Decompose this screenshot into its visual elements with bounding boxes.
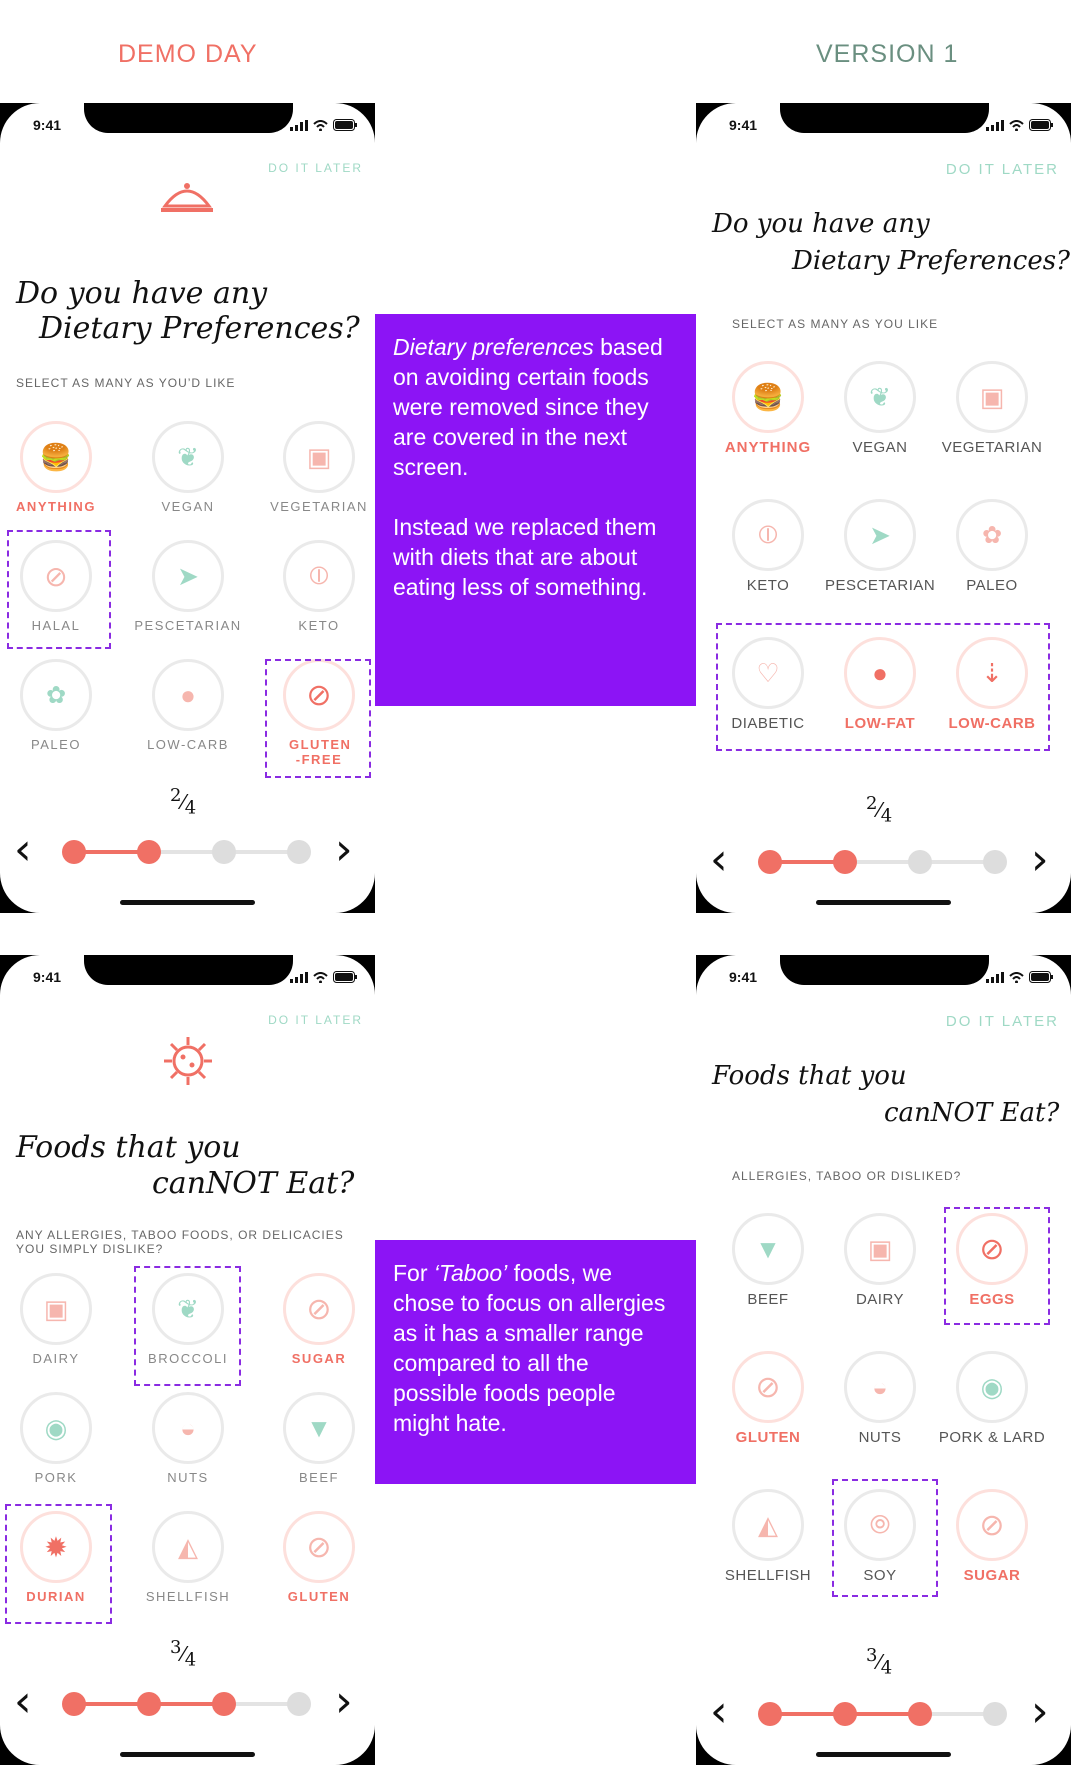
- step-dot-3: [908, 850, 932, 874]
- option-anything[interactable]: [1, 421, 111, 514]
- option-label: NUTS: [858, 1429, 902, 1446]
- subtitle-line-2: YOU SIMPLY DISLIKE?: [16, 1242, 164, 1256]
- step-dot-3: [908, 1702, 932, 1726]
- paleo-icon: ✿: [981, 521, 1003, 549]
- option-label: DIABETIC: [731, 715, 805, 732]
- status-icons: [290, 971, 357, 983]
- option-gluten[interactable]: [713, 1351, 823, 1446]
- option-label: KETO: [746, 577, 790, 594]
- apple-icon: ●: [180, 679, 196, 710]
- battery-icon: [1029, 119, 1053, 131]
- subtitle: SELECT AS MANY AS YOU LIKE: [732, 317, 939, 331]
- pig-icon: ◉: [44, 1412, 68, 1443]
- status-time: 9:41: [729, 969, 758, 985]
- note-dietary-text: based on avoiding certain foods were removed since they are covered in the next screen.: [393, 334, 663, 480]
- wifi-icon: [313, 972, 328, 983]
- option-label: ANYTHING: [724, 439, 812, 456]
- option-keto[interactable]: [264, 540, 374, 633]
- option-keto[interactable]: [713, 499, 823, 594]
- option-beef[interactable]: [713, 1213, 823, 1308]
- milk-icon: ▣: [867, 1233, 893, 1264]
- option-shellfish[interactable]: [133, 1511, 243, 1604]
- acorn-icon: ◒: [180, 1412, 196, 1443]
- option-gluten[interactable]: [264, 1511, 374, 1604]
- option-label: PORK & LARD: [938, 1429, 1046, 1446]
- option-label: NUTS: [167, 1470, 209, 1485]
- option-shellfish[interactable]: [713, 1489, 823, 1584]
- page-title-line-1: Foods that you: [712, 1061, 907, 1091]
- signal-icon: [290, 972, 308, 983]
- no-pork-icon: ⊘: [44, 560, 68, 592]
- option-pescetarian[interactable]: [133, 540, 243, 633]
- notch: [84, 955, 293, 985]
- page-title-line-1: Foods that you: [16, 1130, 241, 1165]
- option-label: PESCETARIAN: [134, 618, 242, 633]
- option-beef[interactable]: [264, 1392, 374, 1485]
- fish-icon: ➤: [177, 560, 199, 591]
- prev-button[interactable]: ‹: [710, 1686, 728, 1737]
- phone-demo-diet: [0, 103, 375, 913]
- option-nuts[interactable]: [133, 1392, 243, 1485]
- option-pescetarian[interactable]: [825, 499, 935, 594]
- option-low-carb[interactable]: [133, 659, 243, 752]
- highlight-eggs: [944, 1207, 1050, 1325]
- option-label: SUGAR: [291, 1351, 347, 1366]
- heading-demo-day: DEMO DAY: [118, 40, 258, 68]
- notch: [780, 955, 989, 985]
- subtitle-line-1: ANY ALLERGIES, TABOO FOODS, OR DELICACIES: [16, 1228, 344, 1242]
- broccoli-icon: ❦: [177, 1293, 199, 1324]
- option-label: GLUTEN: [287, 1589, 351, 1604]
- option-label: GLUTEN: [735, 1429, 801, 1446]
- home-indicator: [120, 1752, 255, 1757]
- option-label: DAIRY: [855, 1291, 905, 1308]
- prev-button[interactable]: ‹: [710, 834, 728, 885]
- next-button[interactable]: ›: [335, 824, 353, 875]
- wifi-icon: [1009, 972, 1024, 983]
- option-label: PORK: [34, 1470, 78, 1485]
- step-dot-2: [833, 850, 857, 874]
- prev-button[interactable]: ‹: [14, 824, 32, 875]
- option-nuts[interactable]: [825, 1351, 935, 1446]
- option-paleo[interactable]: [937, 499, 1047, 594]
- page-indicator: $^3⁄_4$: [170, 1637, 197, 1671]
- step-dot-3: [212, 840, 236, 864]
- keto-icon: ⦶: [758, 519, 778, 549]
- milk-icon: ▣: [43, 1293, 69, 1324]
- phone-demo-foods: [0, 955, 375, 1765]
- option-label: BEEF: [299, 1470, 339, 1485]
- step-dot-2: [137, 840, 161, 864]
- option-label: VEGETARIAN: [941, 439, 1043, 456]
- status-time: 9:41: [729, 117, 758, 133]
- step-dot-2: [833, 1702, 857, 1726]
- note-dietary-second: Instead we replaced them with diets that are about eating less of something.: [393, 514, 657, 600]
- virus-icon: [162, 1035, 214, 1087]
- option-label: LOW-CARB: [147, 737, 229, 752]
- heart-icon: ♡: [756, 657, 780, 688]
- highlight-halal: [7, 530, 111, 649]
- do-it-later-button[interactable]: DO IT LATER: [945, 161, 1059, 178]
- broccoli-icon: ❦: [869, 381, 891, 412]
- page-indicator: $^2⁄_4$: [866, 793, 893, 827]
- note-dietary: [375, 314, 696, 706]
- wheat-down-icon: ⇣: [981, 657, 1003, 688]
- cloche-icon: [160, 178, 214, 218]
- highlight-durian: [5, 1504, 112, 1624]
- signal-icon: [986, 972, 1004, 983]
- paleo-icon: ✿: [45, 681, 67, 709]
- highlight-gluten-free: [265, 659, 371, 778]
- step-dot-1: [62, 840, 86, 864]
- page-title-line-2: canNOT Eat?: [884, 1098, 1060, 1128]
- note-taboo-italic: ‘Taboo’: [433, 1260, 508, 1286]
- option-label: DAIRY: [32, 1351, 80, 1366]
- step-dot-1: [62, 1692, 86, 1716]
- page-indicator: $^2⁄_4$: [170, 785, 197, 819]
- option-label: PALEO: [31, 737, 81, 752]
- step-dot-2: [137, 1692, 161, 1716]
- step-dot-4: [983, 1702, 1007, 1726]
- page-title-line-2: Dietary Preferences?: [39, 311, 360, 346]
- option-dairy[interactable]: [1, 1273, 111, 1366]
- no-wheat-icon: ⊘: [306, 678, 332, 712]
- prev-button[interactable]: ‹: [14, 1676, 32, 1727]
- option-paleo[interactable]: [1, 659, 111, 752]
- milk-icon: ▣: [979, 381, 1005, 412]
- option-sugar[interactable]: [937, 1489, 1047, 1584]
- status-time: 9:41: [33, 117, 62, 133]
- status-time: 9:41: [33, 969, 62, 985]
- broccoli-icon: ❦: [177, 441, 199, 472]
- subtitle: ALLERGIES, TABOO OR DISLIKED?: [732, 1169, 962, 1183]
- oyster-icon: ◭: [178, 1531, 198, 1562]
- acorn-icon: ◒: [872, 1371, 888, 1402]
- note-dietary-italic: Dietary preferences: [393, 334, 594, 360]
- next-button[interactable]: ›: [335, 1676, 353, 1727]
- option-label: VEGETARIAN: [270, 499, 368, 514]
- page-title-line-2: canNOT Eat?: [152, 1166, 355, 1201]
- step-dot-3: [212, 1692, 236, 1716]
- signal-icon: [290, 120, 308, 131]
- do-it-later-button[interactable]: DO IT LATER: [268, 161, 363, 175]
- status-icons: [986, 119, 1053, 131]
- option-label: LOW-FAT: [844, 715, 916, 732]
- cow-icon: ▼: [755, 1233, 781, 1264]
- do-it-later-button[interactable]: DO IT LATER: [268, 1013, 363, 1027]
- note-taboo: [375, 1240, 696, 1484]
- option-label: VEGAN: [852, 439, 908, 456]
- next-button[interactable]: ›: [1031, 1686, 1049, 1737]
- option-label: VEGAN: [161, 499, 215, 514]
- oyster-icon: ◭: [758, 1509, 778, 1540]
- option-anything[interactable]: [713, 361, 823, 456]
- option-label: DURIAN: [26, 1589, 86, 1604]
- no-wheat-icon: ⊘: [755, 1370, 781, 1404]
- option-label: SHELLFISH: [724, 1567, 812, 1584]
- battery-icon: [333, 971, 357, 983]
- option-label: KETO: [298, 618, 340, 633]
- wifi-icon: [313, 120, 328, 131]
- option-label: HALAL: [31, 618, 81, 633]
- food-icon: 🍔: [751, 381, 785, 412]
- option-label: BEEF: [747, 1291, 789, 1308]
- option-vegan[interactable]: [133, 421, 243, 514]
- status-icons: [986, 971, 1053, 983]
- pig-icon: ◉: [980, 1371, 1004, 1402]
- highlight-soy: [832, 1479, 938, 1597]
- option-label: SHELLFISH: [145, 1589, 231, 1604]
- step-dot-4: [287, 1692, 311, 1716]
- page-indicator: $^3⁄_4$: [866, 1645, 893, 1679]
- no-wheat-icon: ⊘: [306, 1530, 332, 1564]
- apple-icon: ●: [872, 657, 888, 688]
- step-dot-4: [983, 850, 1007, 874]
- option-label: SOY: [863, 1567, 897, 1584]
- step-dot-1: [758, 1702, 782, 1726]
- home-indicator: [816, 900, 951, 905]
- heading-version-1: VERSION 1: [816, 40, 959, 68]
- battery-icon: [333, 119, 357, 131]
- durian-icon: ✹: [44, 1531, 68, 1563]
- option-label: BROCCOLI: [148, 1351, 228, 1366]
- option-label: ANYTHING: [16, 499, 96, 514]
- no-sugar-icon: ⊘: [306, 1292, 332, 1326]
- option-dairy[interactable]: [825, 1213, 935, 1308]
- page-title-line-1: Do you have any: [712, 209, 930, 239]
- highlight-broccoli: [134, 1266, 241, 1386]
- subtitle: SELECT AS MANY AS YOU’D LIKE: [16, 376, 236, 390]
- page-title-line-1: Do you have any: [16, 276, 268, 311]
- option-vegetarian[interactable]: [937, 361, 1047, 456]
- food-icon: 🍔: [39, 441, 73, 472]
- step-dot-4: [287, 840, 311, 864]
- step-dot-1: [758, 850, 782, 874]
- option-label: GLUTEN -FREE: [289, 737, 352, 767]
- next-button[interactable]: ›: [1031, 834, 1049, 885]
- notch: [84, 103, 293, 133]
- signal-icon: [986, 120, 1004, 131]
- option-sugar[interactable]: [264, 1273, 374, 1366]
- option-pork[interactable]: [1, 1392, 111, 1485]
- option-label: LOW-CARB: [948, 715, 1036, 732]
- phone-v1-foods: [696, 955, 1071, 1765]
- status-icons: [290, 119, 357, 131]
- keto-icon: ⦶: [309, 560, 329, 590]
- option-label: PESCETARIAN: [825, 577, 936, 594]
- no-egg-icon: ⊘: [979, 1232, 1005, 1266]
- wifi-icon: [1009, 120, 1024, 131]
- highlight-new-diets: [716, 623, 1050, 751]
- home-indicator: [816, 1752, 951, 1757]
- option-vegan[interactable]: [825, 361, 935, 456]
- notch: [780, 103, 989, 133]
- fish-icon: ➤: [869, 519, 891, 550]
- phone-v1-diet: [696, 103, 1071, 913]
- option-label: SUGAR: [963, 1567, 1021, 1584]
- soybean-icon: ⦾: [869, 1509, 891, 1539]
- option-vegetarian[interactable]: [264, 421, 374, 514]
- option-pork-lard[interactable]: [937, 1351, 1047, 1446]
- option-label: PALEO: [966, 577, 1018, 594]
- cow-icon: ▼: [306, 1412, 332, 1443]
- note-taboo-pre: For: [393, 1260, 434, 1286]
- do-it-later-button[interactable]: DO IT LATER: [945, 1013, 1059, 1030]
- battery-icon: [1029, 971, 1053, 983]
- option-label: EGGS: [969, 1291, 1015, 1308]
- note-taboo-text: foods, we chose to focus on allergies as it has a smaller range compared to all the possible foods people might hate.: [393, 1260, 666, 1436]
- page-title-line-2: Dietary Preferences?: [792, 246, 1070, 276]
- home-indicator: [120, 900, 255, 905]
- milk-icon: ▣: [306, 441, 332, 472]
- no-sugar-icon: ⊘: [979, 1508, 1005, 1542]
